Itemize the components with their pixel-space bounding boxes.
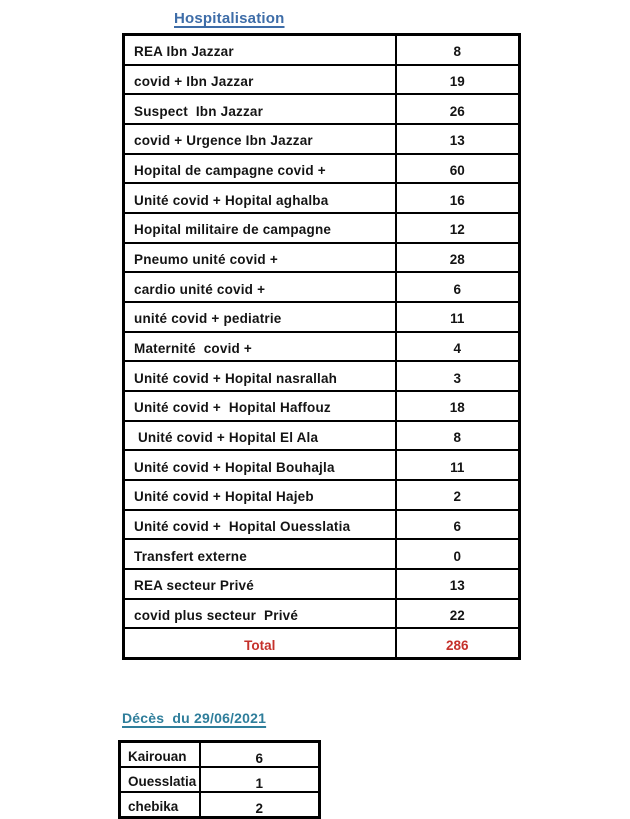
row-value: 28 bbox=[396, 243, 520, 273]
row-label: covid plus secteur Privé bbox=[124, 599, 396, 629]
total-value: 286 bbox=[396, 628, 520, 658]
table-row bbox=[124, 361, 520, 391]
deces-table bbox=[118, 740, 321, 819]
row-value: 60 bbox=[396, 154, 520, 184]
table-row bbox=[124, 421, 520, 451]
row-label: Transfert externe bbox=[124, 539, 396, 569]
row-label: Pneumo unité covid + bbox=[124, 243, 396, 273]
row-value: 4 bbox=[396, 332, 520, 362]
row-value: 0 bbox=[396, 539, 520, 569]
hospitalisation-total bbox=[124, 628, 520, 658]
table-row bbox=[124, 94, 520, 124]
row-label: Suspect Ibn Jazzar bbox=[124, 94, 396, 124]
row-value: 16 bbox=[396, 183, 520, 213]
total-row bbox=[124, 628, 520, 658]
row-value: 8 bbox=[396, 35, 520, 65]
row-label: REA Ibn Jazzar bbox=[124, 35, 396, 65]
row-value: 22 bbox=[396, 599, 520, 629]
row-label: Unité covid + Hopital Haffouz bbox=[124, 391, 396, 421]
row-label: chebika bbox=[120, 792, 200, 818]
row-value: 8 bbox=[396, 421, 520, 451]
row-label: Unité covid + Hopital aghalba bbox=[124, 183, 396, 213]
row-label: Unité covid + Hopital Hajeb bbox=[124, 480, 396, 510]
row-value: 11 bbox=[396, 302, 520, 332]
row-label: Hopital militaire de campagne bbox=[124, 213, 396, 243]
row-label: unité covid + pediatrie bbox=[124, 302, 396, 332]
table-row bbox=[124, 450, 520, 480]
table-row bbox=[124, 569, 520, 599]
table-row bbox=[124, 65, 520, 95]
table-row bbox=[124, 154, 520, 184]
total-label: Total bbox=[124, 628, 396, 658]
hospitalisation-table bbox=[122, 33, 521, 660]
row-label: Unité covid + Hopital nasrallah bbox=[124, 361, 396, 391]
row-label: Unité covid + Hopital Bouhajla bbox=[124, 450, 396, 480]
row-value: 6 bbox=[200, 742, 320, 768]
row-label: Unité covid + Hopital Ouesslatia bbox=[124, 510, 396, 540]
row-value: 19 bbox=[396, 65, 520, 95]
table-row bbox=[124, 332, 520, 362]
row-label: Maternité covid + bbox=[124, 332, 396, 362]
table-row bbox=[124, 510, 520, 540]
row-value: 3 bbox=[396, 361, 520, 391]
deces-rows bbox=[120, 742, 320, 818]
hospitalisation-rows bbox=[124, 35, 520, 629]
row-value: 13 bbox=[396, 124, 520, 154]
row-value: 6 bbox=[396, 272, 520, 302]
table-row bbox=[120, 767, 320, 792]
table-row bbox=[124, 124, 520, 154]
table-row bbox=[120, 742, 320, 768]
table-row bbox=[124, 183, 520, 213]
table-row bbox=[124, 539, 520, 569]
row-value: 11 bbox=[396, 450, 520, 480]
row-value: 2 bbox=[396, 480, 520, 510]
row-label: Hopital de campagne covid + bbox=[124, 154, 396, 184]
row-value: 12 bbox=[396, 213, 520, 243]
row-label: covid + Urgence Ibn Jazzar bbox=[124, 124, 396, 154]
table-row bbox=[120, 792, 320, 818]
row-label: Unité covid + Hopital El Ala bbox=[124, 421, 396, 451]
row-label: cardio unité covid + bbox=[124, 272, 396, 302]
row-value: 1 bbox=[200, 767, 320, 792]
row-value: 2 bbox=[200, 792, 320, 818]
table-row bbox=[124, 243, 520, 273]
table-row bbox=[124, 302, 520, 332]
table-row bbox=[124, 35, 520, 65]
hospitalisation-title: Hospitalisation bbox=[174, 10, 285, 27]
row-value: 6 bbox=[396, 510, 520, 540]
row-label: Ouesslatia bbox=[120, 767, 200, 792]
deces-title: Décès du 29/06/2021 bbox=[122, 710, 267, 726]
table-row bbox=[124, 213, 520, 243]
row-value: 18 bbox=[396, 391, 520, 421]
table-row bbox=[124, 272, 520, 302]
table-row bbox=[124, 480, 520, 510]
table-row bbox=[124, 599, 520, 629]
row-label: covid + Ibn Jazzar bbox=[124, 65, 396, 95]
row-value: 13 bbox=[396, 569, 520, 599]
table-row bbox=[124, 391, 520, 421]
row-value: 26 bbox=[396, 94, 520, 124]
row-label: REA secteur Privé bbox=[124, 569, 396, 599]
row-label: Kairouan bbox=[120, 742, 200, 768]
